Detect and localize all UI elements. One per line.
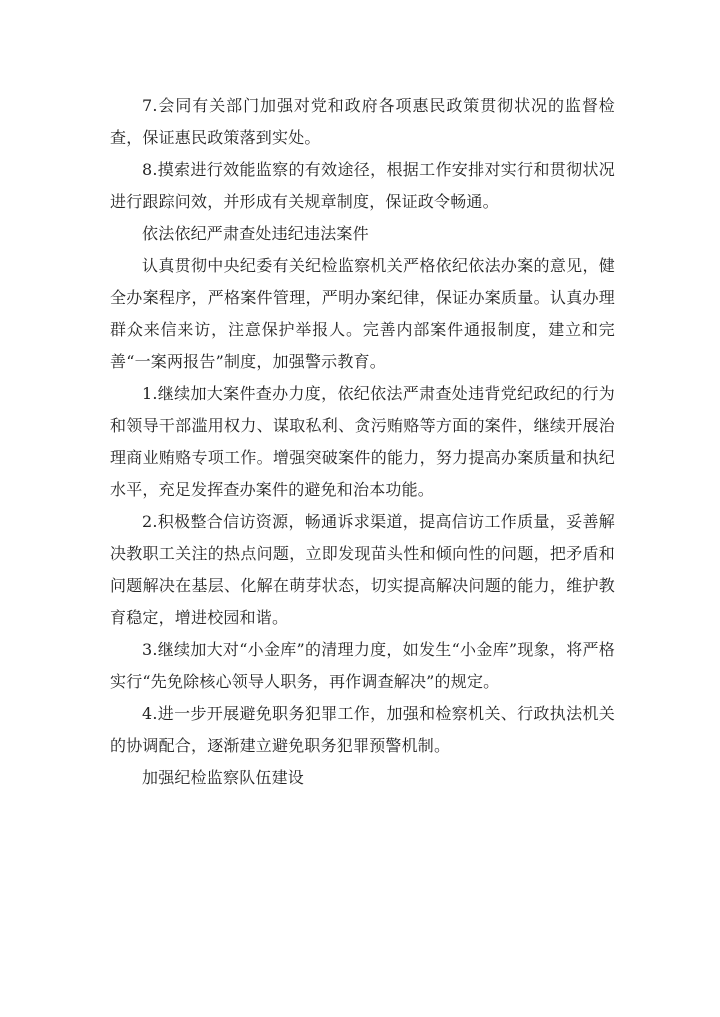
document-body (110, 90, 615, 794)
paragraph-item-7: 7.会同有关部门加强对党和政府各项惠民政策贯彻状况的监督检查，保证惠民政策落到实处。 (110, 96, 615, 147)
paragraph-item-1: 1.继续加大案件查办力度，依纪依法严肃查处违背党纪政纪的行为和领导干部滥用权力、谋取私利、贪污贿赂等方面的案件，继续开展治理商业贿赂专项工作。增强突破案件的能力，努力提高办案质量和执纪水平，充足发挥查办案件的避免和治本功能。 (110, 384, 615, 499)
paragraph-item-3: 3.继续加大对“小金库”的清理力度，如发生“小金库”现象，将严格实行“先免除核心领导人职务，再作调查解决”的规定。 (110, 640, 615, 691)
paragraph-item-2: 2.积极整合信访资源，畅通诉求渠道，提高信访工作质量，妥善解决教职工关注的热点问题，立即发现苗头性和倾向性的问题，把矛盾和问题解决在基层、化解在萌芽状态，切实提高解决问题的能力，维护教育稳定，增进校园和谐。 (110, 512, 615, 627)
section-heading-case-handling: 依法依纪严肃查处违纪违法案件 (142, 224, 369, 243)
paragraph-item-4: 4.进一步开展避免职务犯罪工作，加强和检察机关、行政执法机关的协调配合，逐渐建立避免职务犯罪预警机制。 (110, 704, 615, 755)
section-heading-team-building: 加强纪检监察队伍建设 (142, 768, 305, 787)
paragraph-item-8: 8.摸索进行效能监察的有效途径，根据工作安排对实行和贯彻状况进行跟踪问效，并形成有关规章制度，保证政令畅通。 (110, 160, 615, 211)
paragraph-case-handling-intro: 认真贯彻中央纪委有关纪检监察机关严格依纪依法办案的意见，健全办案程序，严格案件管理，严明办案纪律，保证办案质量。认真办理群众来信来访，注意保护举报人。完善内部案件通报制度，建立和完善“一案两报告”制度，加强警示教育。 (110, 256, 615, 371)
